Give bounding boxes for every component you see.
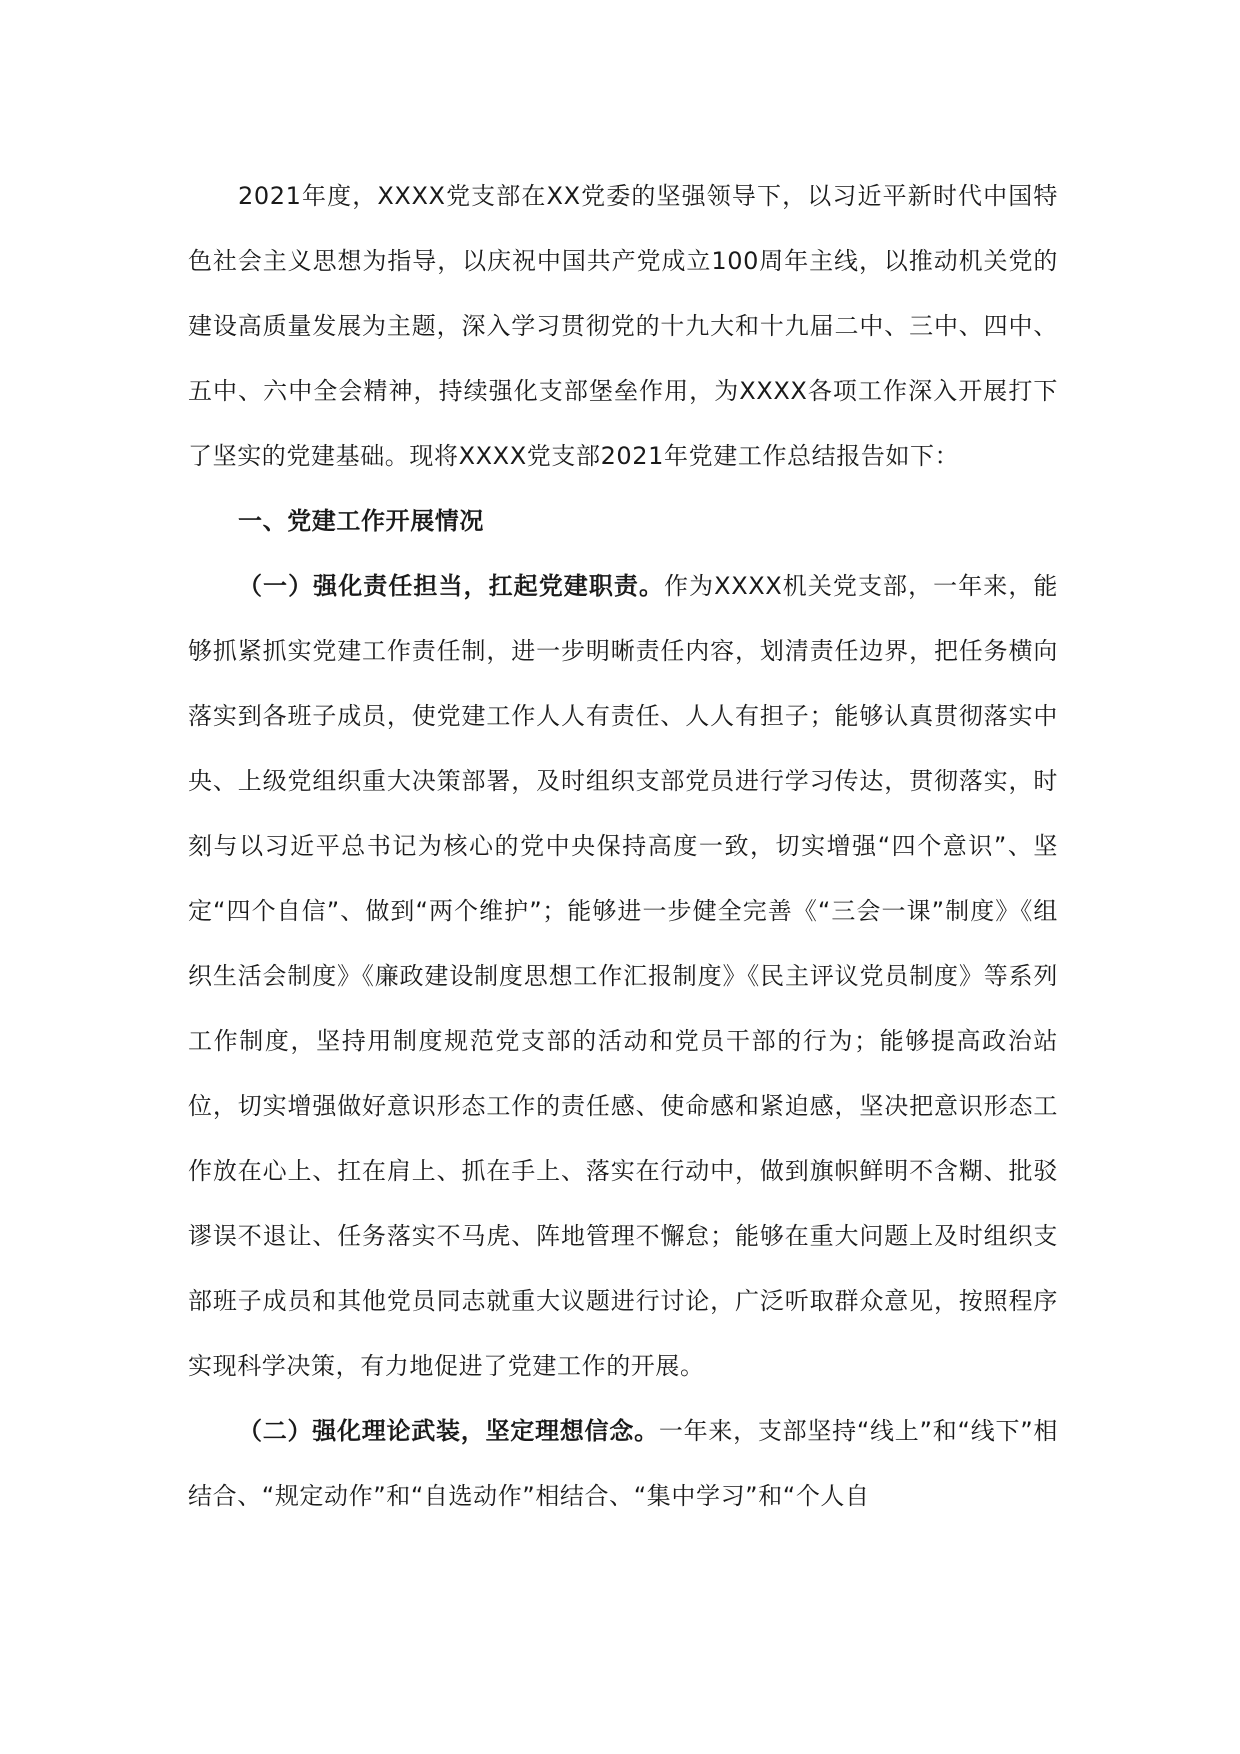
item2-body: 一年来，支部坚持“线上”和“线下”相结合、“规定动作”和“自选动作”相结合、“集中学习”和“个人自 — [188, 1417, 1058, 1510]
item1-paragraph — [188, 554, 1058, 1399]
item2-paragraph — [188, 1399, 1058, 1529]
item2-lead: （二）强化理论武装，坚定理想信念。 — [238, 1417, 659, 1445]
item1-lead: （一）强化责任担当，扛起党建职责。 — [238, 572, 665, 600]
document-page — [188, 164, 1058, 1529]
item1-body: 作为XXXX机关党支部，一年来，能够抓紧抓实党建工作责任制，进一步明晰责任内容，划清责任边界，把任务横向落实到各班子成员，使党建工作人人有责任、人人有担子；能够认真贯彻落实中央、上级党组织重大决策部署，及时组织支部党员进行学习传达，贯彻落实，时刻与以习近平总书记为核心的党中央保持高度一致，切实增强“四个意识”、坚定“四个自信”、做到“两个维护”；能够进一步健全完善《“三会一课”制度》《组织生活会制度》《廉政建设制度思想工作汇报制度》《民主评议党员制度》等系列工作制度，坚持用制度规范党支部的活动和党员干部的行为；能够提高政治站位，切实增强做好意识形态工作的责任感、使命感和紧迫感，坚决把意识形态工作放在心上、扛在肩上、抓在手上、落实在行动中，做到旗帜鲜明不含糊、批驳谬误不退让、任务落实不马虎、阵地管理不懈怠；能够在重大问题上及时组织支部班子成员和其他党员同志就重大议题进行讨论，广泛听取群众意见，按照程序实现科学决策，有力地促进了党建工作的开展。 — [188, 572, 1059, 1380]
intro-paragraph: 2021年度，XXXX党支部在XX党委的坚强领导下，以习近平新时代中国特色社会主义思想为指导，以庆祝中国共产党成立100周年主线，以推动机关党的建设高质量发展为主题，深入学习贯彻党的十九大和十九届二中、三中、四中、五中、六中全会精神，持续强化支部堡垒作用，为XXXX各项工作深入开展打下了坚实的党建基础。现将XXXX党支部2021年党建工作总结报告如下： — [188, 182, 1058, 470]
section-heading: 一、党建工作开展情况 — [238, 507, 484, 535]
